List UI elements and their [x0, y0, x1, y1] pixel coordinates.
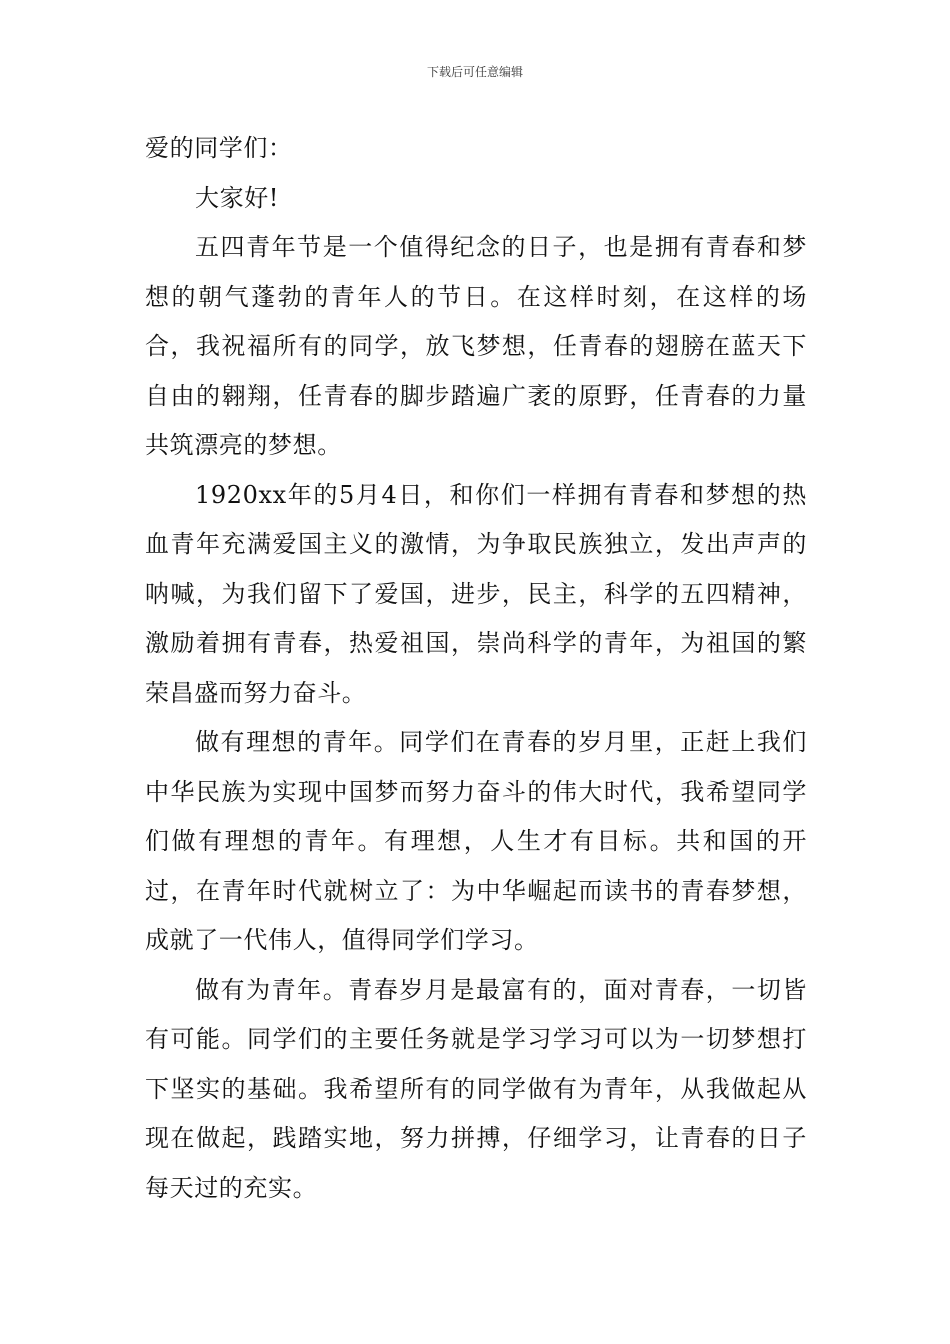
- page-header-note: 下载后可任意编辑: [426, 65, 523, 79]
- greeting: 大家好!: [195, 183, 280, 212]
- paragraph: 做有为青年。青春岁月是最富有的，面对青春，一切皆有可能。同学们的主要任务就是学习学习可以为一切梦想打下坚实的基础。我希望所有的同学做有为青年，从我做起从现在做起，践踏实地，努力拼搏，仔细学习，让青春的日子每天过的充实。: [145, 975, 807, 1202]
- document-body: [145, 124, 807, 1213]
- paragraph: 做有理想的青年。同学们在青春的岁月里，正赶上我们中华民族为实现中国梦而努力奋斗的伟大时代，我希望同学们做有理想的青年。有理想，人生才有目标。共和国的开过，在青年时代就树立了：为中华崛起而读书的青春梦想，成就了一代伟人，值得同学们学习。: [145, 728, 807, 954]
- salutation: 爱的同学们：: [145, 134, 293, 162]
- paragraph: 1920xx年的5月4日，和你们一样拥有青春和梦想的热血青年充满爱国主义的激情，为争取民族独立，发出声声的呐喊，为我们留下了爱国，进步，民主，科学的五四精神，激励着拥有青春，热爱祖国，崇尚科学的青年，为祖国的繁荣昌盛而努力奋斗。: [145, 480, 807, 707]
- paragraph: 五四青年节是一个值得纪念的日子，也是拥有青春和梦想的朝气蓬勃的青年人的节日。在这样时刻，在这样的场合，我祝福所有的同学，放飞梦想，任青春的翅膀在蓝天下自由的翱翔，任青春的脚步踏遍广袤的原野，任青春的力量共筑漂亮的梦想。: [145, 233, 807, 459]
